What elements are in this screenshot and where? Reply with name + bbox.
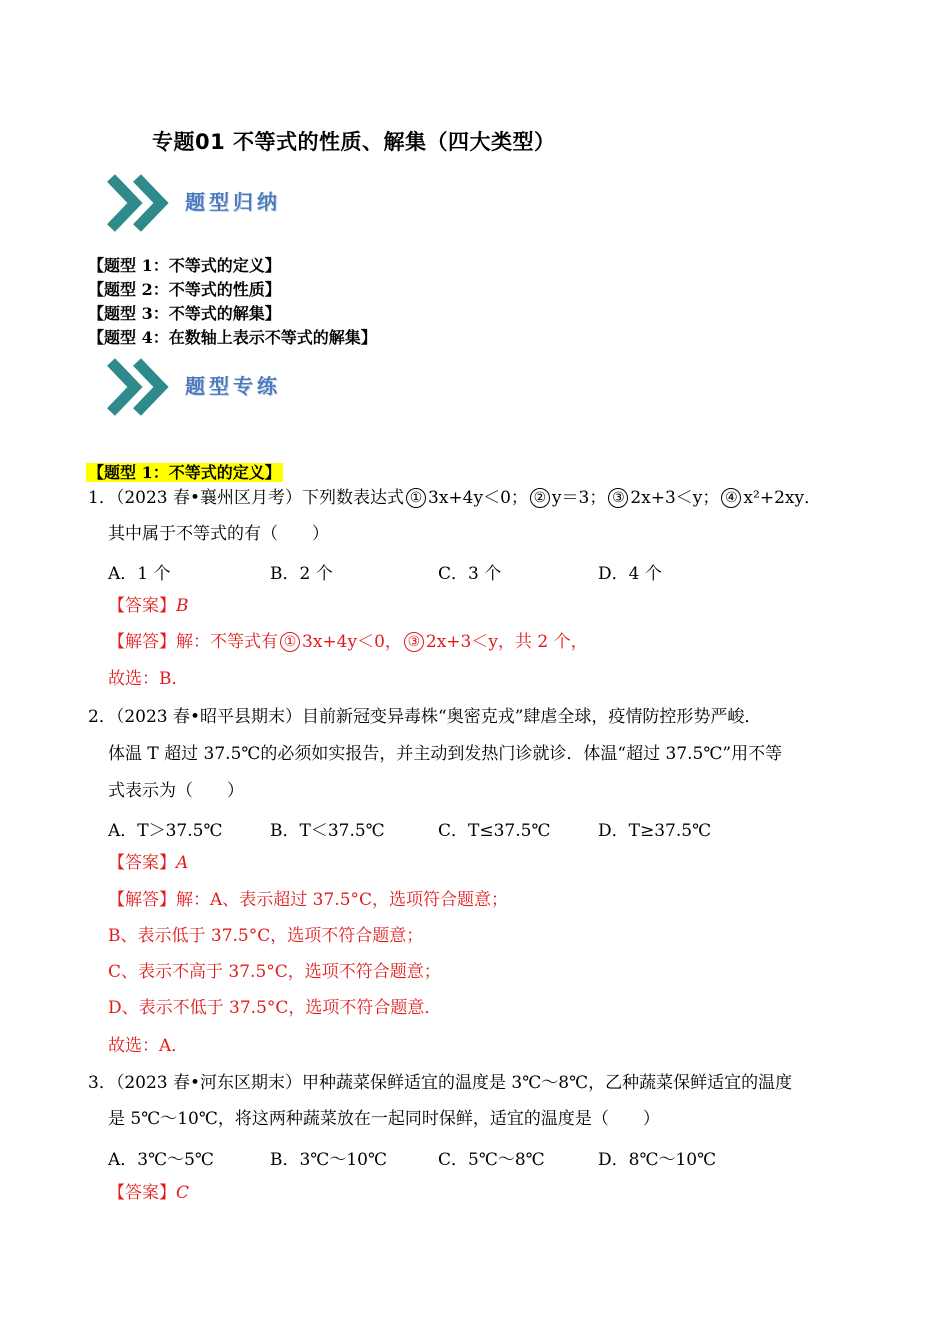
option-b: B．3℃～10℃ xyxy=(270,1150,387,1170)
analysis-line: B、表示低于 37.5°C，选项不符合题意； xyxy=(108,926,424,946)
double-chevron-icon xyxy=(105,356,175,418)
type-list-item: 【题型 4：在数轴上表示不等式的解集】 xyxy=(88,328,377,347)
question-source: （2023 春•襄州区月考）下列数表达式 xyxy=(115,488,405,508)
analysis-text: 解：不等式有 xyxy=(176,632,278,652)
circled-number: ③ xyxy=(404,632,424,652)
circled-number: ② xyxy=(530,488,550,508)
answer xyxy=(108,1182,189,1204)
section-heading xyxy=(86,460,283,483)
answer-value: A xyxy=(176,853,189,873)
question-1-stem xyxy=(88,487,821,509)
section-banner-summary xyxy=(105,172,315,234)
question-text: （2023 春•河东区期末）甲种蔬菜保鲜适宜的温度是 3℃～8℃，乙种蔬菜保鲜适宜的温度 xyxy=(115,1073,793,1093)
analysis xyxy=(108,631,588,653)
question-number: 2． xyxy=(88,707,116,727)
question-2-stem xyxy=(88,706,761,728)
page-title: 专题01 不等式的性质、解集（四大类型） xyxy=(152,130,556,154)
expression: 3x+4y＜0； xyxy=(428,488,528,508)
conclusion: 故选：A． xyxy=(108,1036,189,1056)
banner-title: 题型专练 xyxy=(185,374,281,398)
option-d: D．8℃～10℃ xyxy=(598,1150,717,1170)
option-a: A．3℃～5℃ xyxy=(108,1150,214,1170)
type-list-item: 【题型 1：不等式的定义】 xyxy=(88,256,281,275)
analysis-label: 【解答】 xyxy=(108,632,176,652)
expression: x²+2xy． xyxy=(743,488,822,508)
option-c: C．T≤37.5℃ xyxy=(438,821,551,841)
question-text: （2023 春•昭平县期末）目前新冠变异毒株“奥密克戎”肆虐全球，疫情防控形势严峻． xyxy=(115,707,762,727)
answer xyxy=(108,852,188,874)
expression: y＝3； xyxy=(551,488,607,508)
question-number: 3． xyxy=(88,1073,116,1093)
option-b: B．T＜37.5℃ xyxy=(270,821,385,841)
option-c: C．5℃～8℃ xyxy=(438,1150,545,1170)
analysis-text: 3x+4y＜0， xyxy=(302,632,402,652)
banner-title: 题型归纳 xyxy=(185,190,281,214)
conclusion: 故选：B． xyxy=(108,669,189,689)
answer-label: 【答案】 xyxy=(108,596,176,616)
analysis-label: 【解答】 xyxy=(108,890,176,910)
type-list-item: 【题型 3：不等式的解集】 xyxy=(88,304,281,323)
type-list-item: 【题型 2：不等式的性质】 xyxy=(88,280,281,299)
analysis-text: 2x+3＜y，共 2 个， xyxy=(425,632,588,652)
circled-number: ① xyxy=(406,488,426,508)
analysis-line: C、表示不高于 37.5°C，选项不符合题意； xyxy=(108,962,441,982)
analysis-line: D、表示不低于 37.5°C，选项不符合题意． xyxy=(108,998,442,1018)
option-b: B．2 个 xyxy=(270,564,333,584)
option-d: D．4 个 xyxy=(598,564,662,584)
section-heading-text: 【题型 1：不等式的定义】 xyxy=(88,463,281,482)
expression: 2x+3＜y； xyxy=(630,488,720,508)
question-1-line2: 其中属于不等式的有（ ） xyxy=(108,524,329,544)
answer-label: 【答案】 xyxy=(108,1183,176,1203)
option-c: C．3 个 xyxy=(438,564,502,584)
option-d: D．T≥37.5℃ xyxy=(598,821,712,841)
question-2-line2: 体温 T 超过 37.5℃的必须如实报告，并主动到发热门诊就诊．体温“超过 37.5℃”用不等 xyxy=(108,744,783,764)
answer-value: B xyxy=(176,596,189,616)
circled-number: ③ xyxy=(608,488,628,508)
answer-label: 【答案】 xyxy=(108,853,176,873)
question-number: 1． xyxy=(88,488,116,508)
analysis-text: 解：A、表示超过 37.5°C，选项符合题意； xyxy=(176,890,509,910)
circled-number: ① xyxy=(280,632,300,652)
type-list xyxy=(88,254,377,350)
circled-number: ④ xyxy=(721,488,741,508)
double-chevron-icon xyxy=(105,172,175,234)
question-3-line2: 是 5℃～10℃，将这两种蔬菜放在一起同时保鲜，适宜的温度是（ ） xyxy=(108,1109,660,1129)
answer xyxy=(108,595,189,617)
analysis xyxy=(108,889,508,911)
option-a: A．T＞37.5℃ xyxy=(108,821,223,841)
question-2-line3: 式表示为（ ） xyxy=(108,781,244,801)
section-banner-practice xyxy=(105,356,315,418)
option-a: A．1 个 xyxy=(108,564,171,584)
question-3-stem xyxy=(88,1072,792,1094)
answer-value: C xyxy=(176,1183,190,1203)
